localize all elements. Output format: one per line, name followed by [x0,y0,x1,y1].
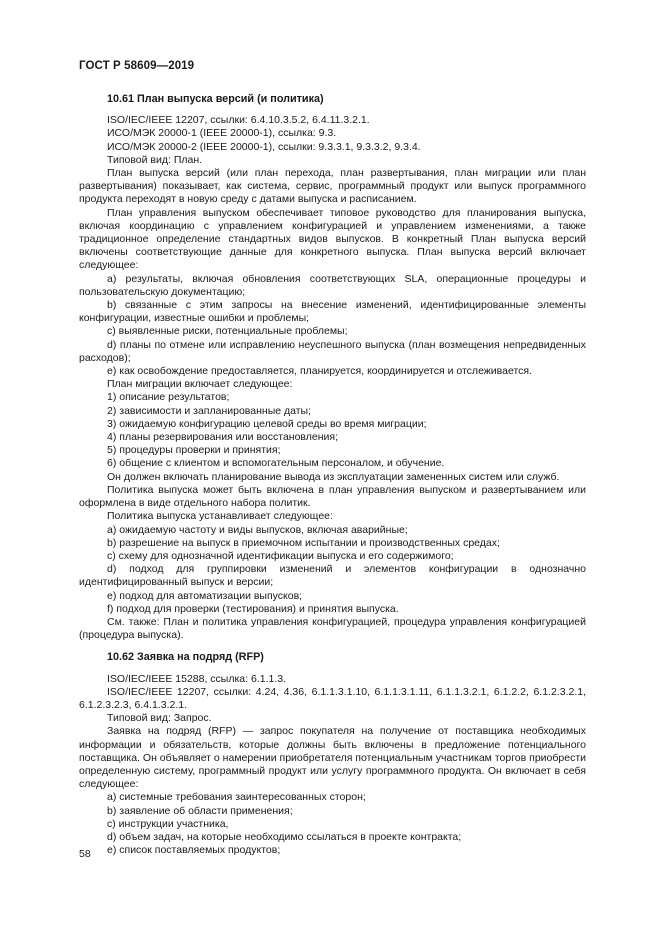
list-item: 1) описание результатов; [107,391,230,404]
list-item: f) подход для проверки (тестирования) и принятия выпуска. [107,602,399,615]
section-gap [79,642,586,651]
paragraph: Политика выпуска устанавливает следующее: [107,510,333,523]
paragraph: План управления выпуском обеспечивает типовое руководство для планирования выпуска, включая координацию с управлением конфигурацией и управлением изменениями, а также традиционное определение стандартных видов выпусков. В конкретный План выпуска версий включены соответствующие данные для конкретного выпуска. План выпуска версий включает следующее: [79,206,586,272]
section-title: 10.62 Заявка на подряд (RFP) [107,651,264,664]
paragraph: Заявка на подряд (RFP) — запрос покупателя на получение от поставщика необходимых информации и обязательств, которые должны быть включены в предложение потенциального поставщика. Он объявляет о намерении приобретателя потенциальным участникам торгов приобрести определенную систему, программный продукт или услугу программного продукта. Он включает в себя следующее: [79,725,586,791]
paragraph: Политика выпуска может быть включена в план управления выпуском и развертыванием или оформлена в виде отдельного набора политик. [79,483,586,510]
list-item: e) подход для автоматизации выпусков; [107,589,303,602]
paragraph: ИСО/МЭК 20000-1 (IEEE 20000-1), ссылка: 9.3. [107,127,337,140]
list-item: c) выявленные риски, потенциальные проблемы; [107,325,348,338]
list-item: d) планы по отмене или исправлению неуспешного выпуска (план возмещения непредвиденных расходов); [79,338,586,364]
list-item: 3) ожидаемую конфигурацию целевой среды во время миграции; [107,417,427,430]
list-item: 5) процедуры проверки и принятия; [107,444,281,457]
list-item: 4) планы резервирования или восстановления; [107,431,338,444]
paragraph: ИСО/МЭК 20000-2 (IEEE 20000-1), ссылки: 9.3.3.1, 9.3.3.2, 9.3.4. [107,140,421,153]
list-item: а) ожидаемую частоту и виды выпусков, включая аварийные; [107,523,408,536]
paragraph: План миграции включает следующее: [107,378,293,391]
paragraph: Он должен включать планирование вывода из эксплуатации замененных систем или служб. [107,470,560,483]
list-item: e) как освобождение предоставляется, планируется, координируется и отслеживается. [107,365,533,378]
list-item: 2) зависимости и запланированные даты; [107,404,312,417]
list-item: b) связанные с этим запросы на внесение изменений, идентифицированные элементы конфигурации, известные ошибки и проблемы; [79,299,586,325]
paragraph: План выпуска версий (или план перехода, план развертывания, план миграции или план развертывания) показывает, как система, сервис, программный продукт или выпуск программного продукта переходят в новую среду с датами выпуска и расписанием. [79,167,586,206]
list-item: c) инструкции участника, [107,817,229,830]
paragraph: ISO/IEC/IEEE 12207, ссылки: 4.24, 4.36, 6.1.1.3.1.10, 6.1.1.3.1.11, 6.1.1.3.2.1, 6.1.2.2, 6.1.2.3.2.1, 6.1.2.3.2.3, 6.4.1.3.2.1. [79,685,586,711]
section-title: 10.61 План выпуска версий (и политика) [107,93,324,105]
list-item: 6) общение с клиентом и вспомогательным персоналом, и обучение. [107,457,445,470]
list-item: c) схему для однозначной идентификации выпуска и его содержимого; [107,549,454,562]
paragraph: См. также: План и политика управления конфигурацией, процедура управления конфигурацией (процедура выпуска). [79,615,586,642]
list-item: b) заявление об области применения; [107,804,293,817]
list-item: e) список поставляемых продуктов; [107,844,281,857]
paragraph: Типовой вид: План. [107,153,203,166]
list-item: а) результаты, включая обновления соответствующих SLA, операционные процедуры и пользовательскую документацию; [79,272,586,298]
paragraph: ISO/IEC/IEEE 12207, ссылки: 6.4.10.3.5.2, 6.4.11.3.2.1. [107,114,370,127]
list-item: а) системные требования заинтересованных сторон; [107,791,366,804]
list-item: d) объем задач, на которые необходимо ссылаться в проекте контракта; [107,830,462,843]
document-header: ГОСТ Р 58609—2019 [79,60,195,72]
paragraph: Типовой вид: Запрос. [107,712,212,725]
list-item: d) подход для группировки изменений и элементов конфигурации в однозначно идентифицированный выпуск и версии; [79,563,586,589]
list-item: b) разрешение на выпуск в приемочном испытании и производственных средах; [107,536,500,549]
page-number: 58 [79,848,91,860]
paragraph: ISO/IEC/IEEE 15288, ссылка: 6.1.1.3. [107,672,287,685]
document-body [79,93,586,857]
